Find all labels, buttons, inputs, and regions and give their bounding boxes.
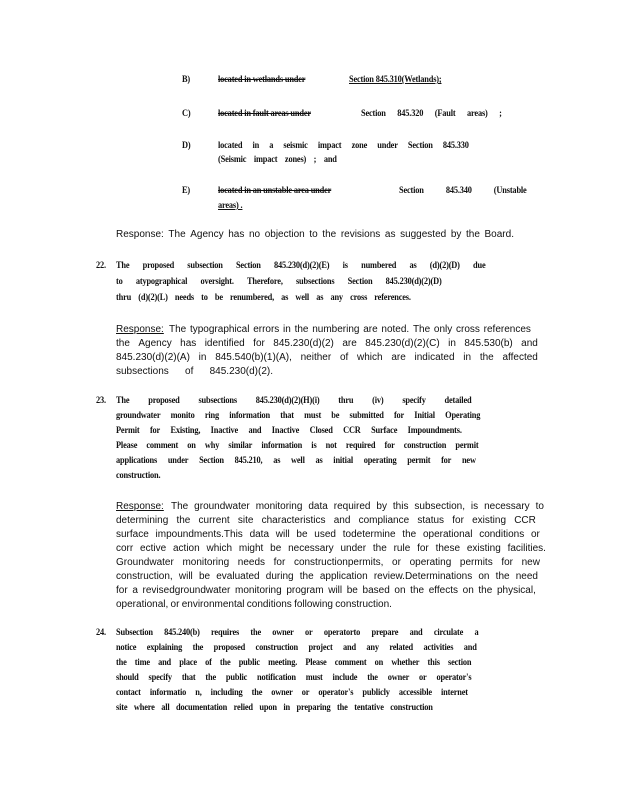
list-letter-b: B) — [182, 75, 191, 85]
item-23-response-line: construction, will be evaluated during the application review.Determinations on the need — [116, 571, 538, 582]
item-24-line: Subsection 845.240(b) requires the owner or operatorto prepare and circulate a — [116, 628, 479, 638]
item-23-line: The proposed subsections 845.230(d)(2)(H)(i) thru (iv) specify detailed — [116, 396, 472, 406]
list-letter-e: E) — [182, 186, 191, 196]
item-23-response-line: determining the current site characteristics and compliance status for existing CCR — [116, 515, 536, 526]
item-24-line: the time and place of the public meeting. Please comment on whether this section — [116, 658, 472, 668]
list-c-struck-text: located in fault areas under — [218, 109, 311, 119]
list-d-line1: located in a seismic impact zone under Section 845.330 — [218, 141, 469, 151]
list-d-line2: (Seismic impact zones) ; and — [218, 155, 337, 165]
list-c-text: Section 845.320 (Fault areas) ; — [361, 109, 502, 119]
item-22-response-line: The typographical errors in the numbering are noted. The only cross references — [169, 324, 531, 335]
response-agency-no-objection: Response: The Agency has no objection to the revisions as suggested by the Board. — [116, 229, 514, 240]
item-22-line: The proposed subsection Section 845.230(d)(2)(E) is numbered as (d)(2)(D) due — [116, 261, 486, 271]
item-23-response-line: for a revisedgroundwater monitoring program will be based on the effects on the physical, — [116, 585, 536, 596]
list-e-struck-text: located in an unstable area under — [218, 186, 332, 196]
item-23-line: Permit for Existing, Inactive and Inactive Closed CCR Surface Impoundments. — [116, 426, 462, 436]
response-label: Response: — [116, 501, 164, 512]
item-23-response-line: The groundwater monitoring data required by this subsection, is necessary to — [171, 501, 544, 512]
item-22-line: to atypographical oversight. Therefore, subsections Section 845.230(d)(2)(D) — [116, 277, 442, 287]
item-22-response-line: the Agency has identified for 845.230(d)(2) are 845.230(d)(2)(C) in 845.530(b) and — [116, 338, 538, 349]
item-22-response-line: 845.230(d)(2)(A) in 845.540(b)(1)(A), neither of which are indicated in the affected — [116, 352, 538, 363]
item-23-response-line: corr ective action which might be necessary under the rule for these existing facilities. — [116, 543, 546, 554]
list-b-text: Section 845.310(Wetlands); — [349, 75, 442, 85]
item-24-line: notice explaining the proposed construction project and any related activities and — [116, 643, 477, 653]
response-label: Response: — [116, 324, 164, 335]
item-22-line: thru (d)(2)(L) needs to be renumbered, as well as any cross references. — [116, 293, 411, 303]
item-24-line: contact informatio n, including the owner or operator's publicly accessible internet — [116, 688, 468, 698]
list-letter-c: C) — [182, 109, 191, 119]
list-letter-d: D) — [182, 141, 191, 151]
item-23-response-line: operational, or environmental conditions following construction. — [116, 599, 392, 610]
item-23-line: Please comment on why similar information is not required for construction permit — [116, 441, 479, 451]
list-e-line2: areas) . — [218, 201, 243, 211]
item-23-response-line: Groundwater monitoring needs for constructionpermits, or operating permits for new — [116, 557, 540, 568]
item-23-line: applications under Section 845.210, as well as initial operating permit for new — [116, 456, 476, 466]
list-b-struck-text: located in wetlands under — [218, 75, 306, 85]
item-23-line: groundwater monito ring information that must be submitted for Initial Operating — [116, 411, 481, 421]
item-24-line: should specify that the public notification must include the owner or operator's — [116, 673, 472, 683]
item-24-number: 24. — [96, 628, 106, 638]
list-e-text: Section 845.340 (Unstable — [399, 186, 527, 196]
item-23-line: construction. — [116, 471, 161, 481]
item-22-response-line: subsections of 845.230(d)(2). — [116, 366, 273, 377]
item-23-number: 23. — [96, 396, 106, 406]
item-24-line: site where all documentation relied upon in preparing the tentative construction — [116, 703, 433, 713]
item-23-response-line: surface impoundments.This data will be used todetermine the operational conditions or — [116, 529, 540, 540]
item-22-number: 22. — [96, 261, 106, 271]
